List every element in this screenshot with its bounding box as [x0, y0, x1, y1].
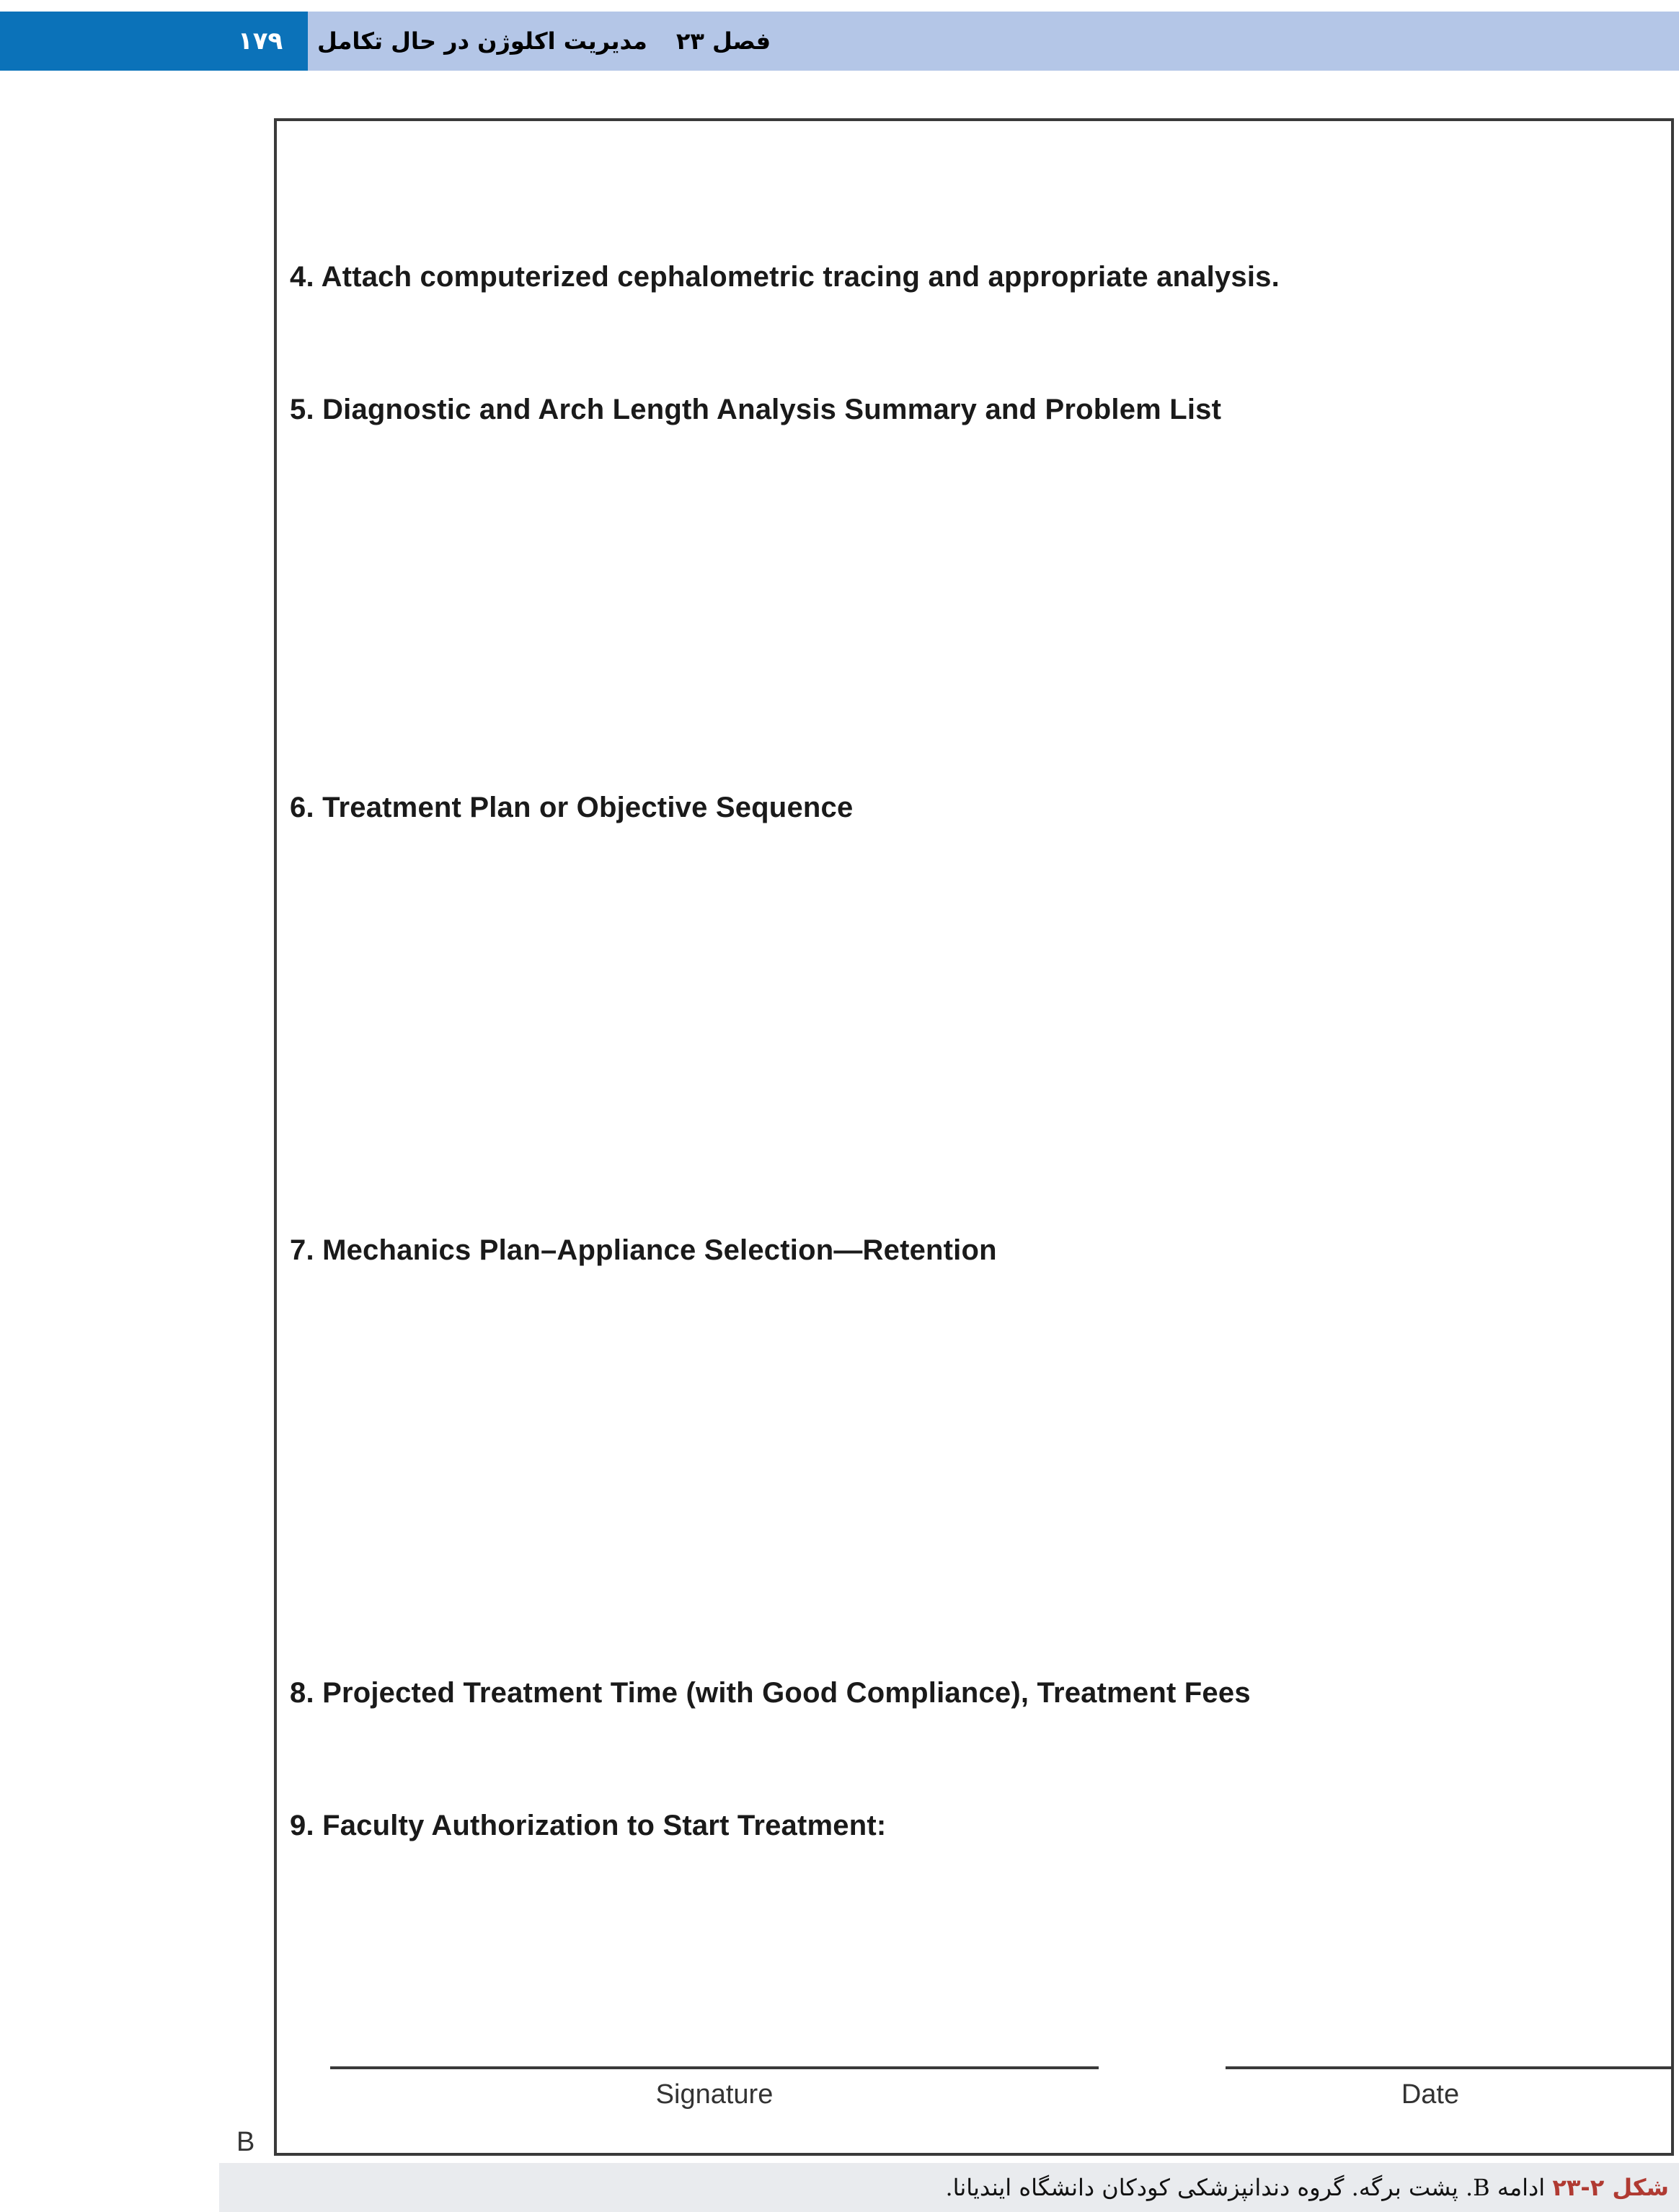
date-label: Date [1401, 2079, 1460, 2110]
chapter-number: فصل ۲۳ [675, 27, 771, 55]
form-item-problem-list: 5. Diagnostic and Arch Length Analysis Summary and Problem List [290, 394, 1222, 425]
form-item-faculty-authorization: 9. Faculty Authorization to Start Treatment: [290, 1810, 887, 1841]
page-number: ۱۷۹ [238, 27, 283, 56]
form-item-treatment-time: 8. Projected Treatment Time (with Good Compliance), Treatment Fees [290, 1677, 1251, 1709]
figure-caption-text: ادامه B. پشت برگه. گروه دندانپزشکی کودکان دانشگاه ایندیانا. [945, 2174, 1553, 2201]
panel-label: B [236, 2127, 255, 2157]
figure-caption [945, 2163, 1669, 2212]
chapter-title: مدیریت اکلوژن در حال تکامل [317, 27, 647, 55]
figure-number: شکل ۲-۲۳ [1552, 2174, 1669, 2201]
running-header [317, 12, 771, 71]
form-item-mechanics-plan: 7. Mechanics Plan–Appliance Selection—Retention [290, 1234, 997, 1266]
signature-label: Signature [655, 2079, 774, 2110]
form-item-cephalometric: 4. Attach computerized cephalometric tracing and appropriate analysis. [290, 261, 1280, 293]
signature-line [330, 2066, 1099, 2069]
figure-caption-bar [219, 2163, 1679, 2212]
form-item-treatment-plan: 6. Treatment Plan or Objective Sequence [290, 792, 854, 823]
date-line [1226, 2066, 1674, 2069]
